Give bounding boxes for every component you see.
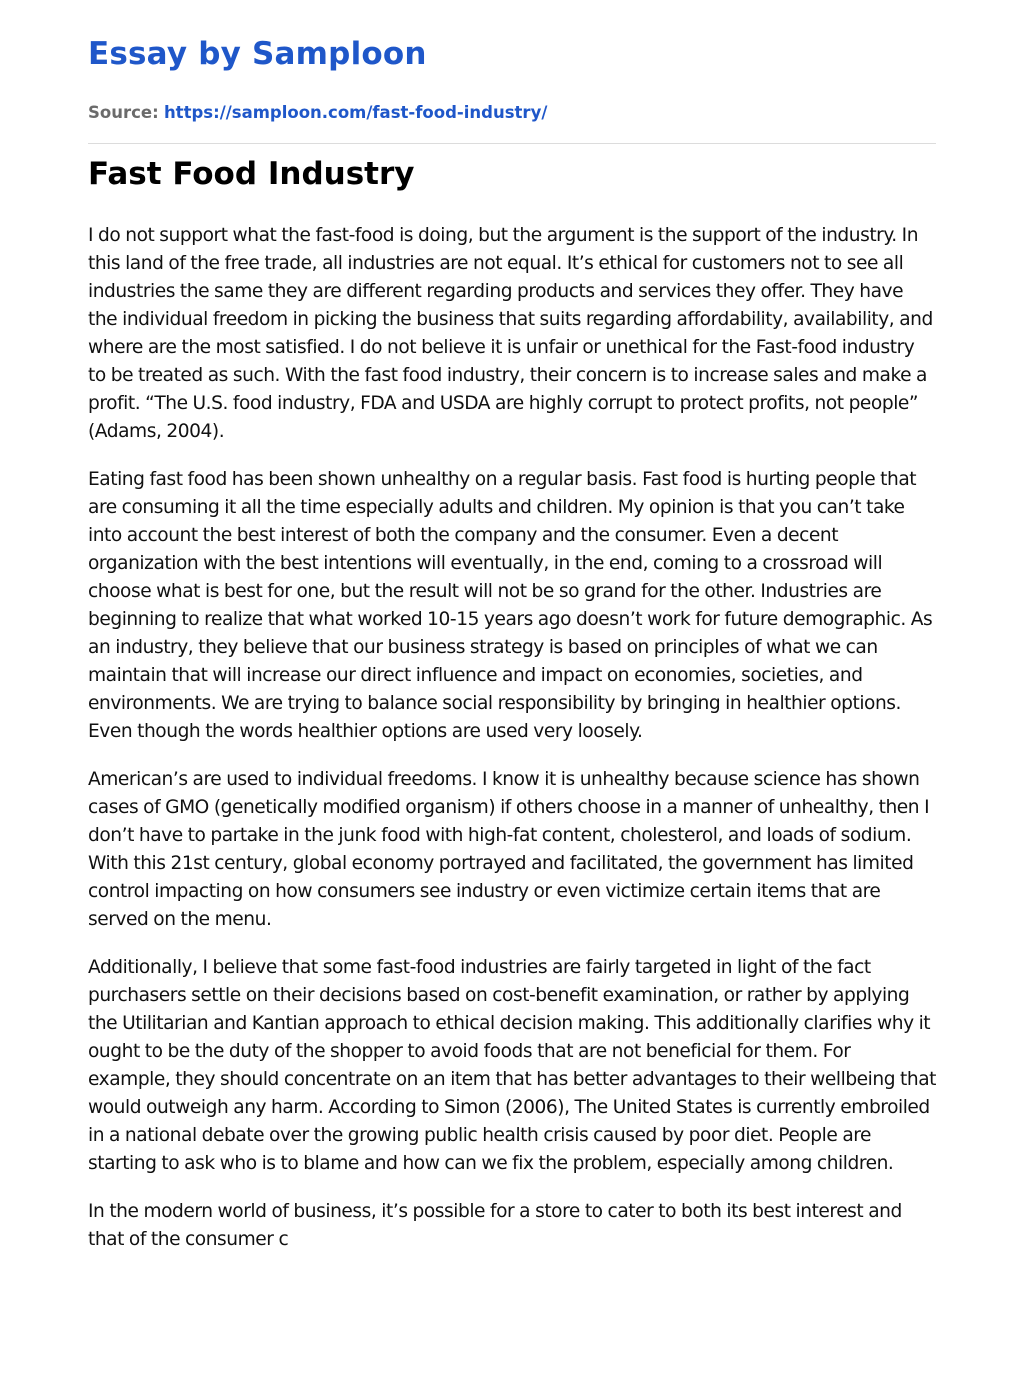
essay-title: Fast Food Industry [88,156,415,192]
essay-paragraph: Additionally, I believe that some fast-food industries are fairly targeted in light of the fact purchasers settle on their decisions based on cost-benefit examination, or rather by applying the Utilitarian and Kantian approach to ethical decision making. This additionally clarifies why it ought to be the duty of the shopper to avoid foods that are not beneficial for them. For example, they should concentrate on an item that has better advantages to their wellbeing that would outweigh any harm. According to Simon (2006), The United States is currently embroiled in a national debate over the growing public health crisis caused by poor diet. People are starting to ask who is to blame and how can we fix the problem, especially among children. [88,957,936,1174]
source-link[interactable]: https://samploon.com/fast-food-industry/ [163,103,548,122]
essay-paragraph: I do not support what the fast-food is doing, but the argument is the support of the industry. In this land of the free trade, all industries are not equal. It’s ethical for customers not to see all industries the same they are different regarding products and services they offer. They have the individual freedom in picking the business that suits regarding affordability, availability, and where are the most satisfied. I do not believe it is unfair or unethical for the Fast-food industry to be treated as such. With the fast food industry, their concern is to increase sales and make a profit. “The U.S. food industry, FDA and USDA are highly corrupt to protect profits, not people” (Adams, 2004). [88,225,933,442]
essay-paragraph: In the modern world of business, it’s possible for a store to cater to both its best interest and that of the consumer c [88,1201,902,1250]
source-line [88,103,547,122]
essay-paragraph: Eating fast food has been shown unhealthy on a regular basis. Fast food is hurting people that are consuming it all the time especially adults and children. My opinion is that you can’t take into account the best interest of both the company and the consumer. Even a decent organization with the best intentions will eventually, in the end, coming to a crossroad will choose what is best for one, but the result will not be so grand for the other. Industries are beginning to realize that what worked 10-15 years ago doesn’t work for future demographic. As an industry, they believe that our business strategy is based on principles of what we can maintain that will increase our direct influence and impact on economies, societies, and environments. We are trying to balance social responsibility by bringing in healthier options. Even though the words healthier options are used very loosely. [88,469,933,742]
essay-paragraph: American’s are used to individual freedoms. I know it is unhealthy because science has shown cases of GMO (genetically modified organism) if others choose in a manner of unhealthy, then I don’t have to partake in the junk food with high-fat content, cholesterol, and loads of sodium. With this 21st century, global economy portrayed and facilitated, the government has limited control impacting on how consumers see industry or even victimize certain items that are served on the menu. [88,769,930,930]
site-brand: Essay by Samploon [88,36,427,72]
header-divider [88,143,936,144]
essay-body [88,222,936,1274]
source-label: Source: [88,103,159,122]
